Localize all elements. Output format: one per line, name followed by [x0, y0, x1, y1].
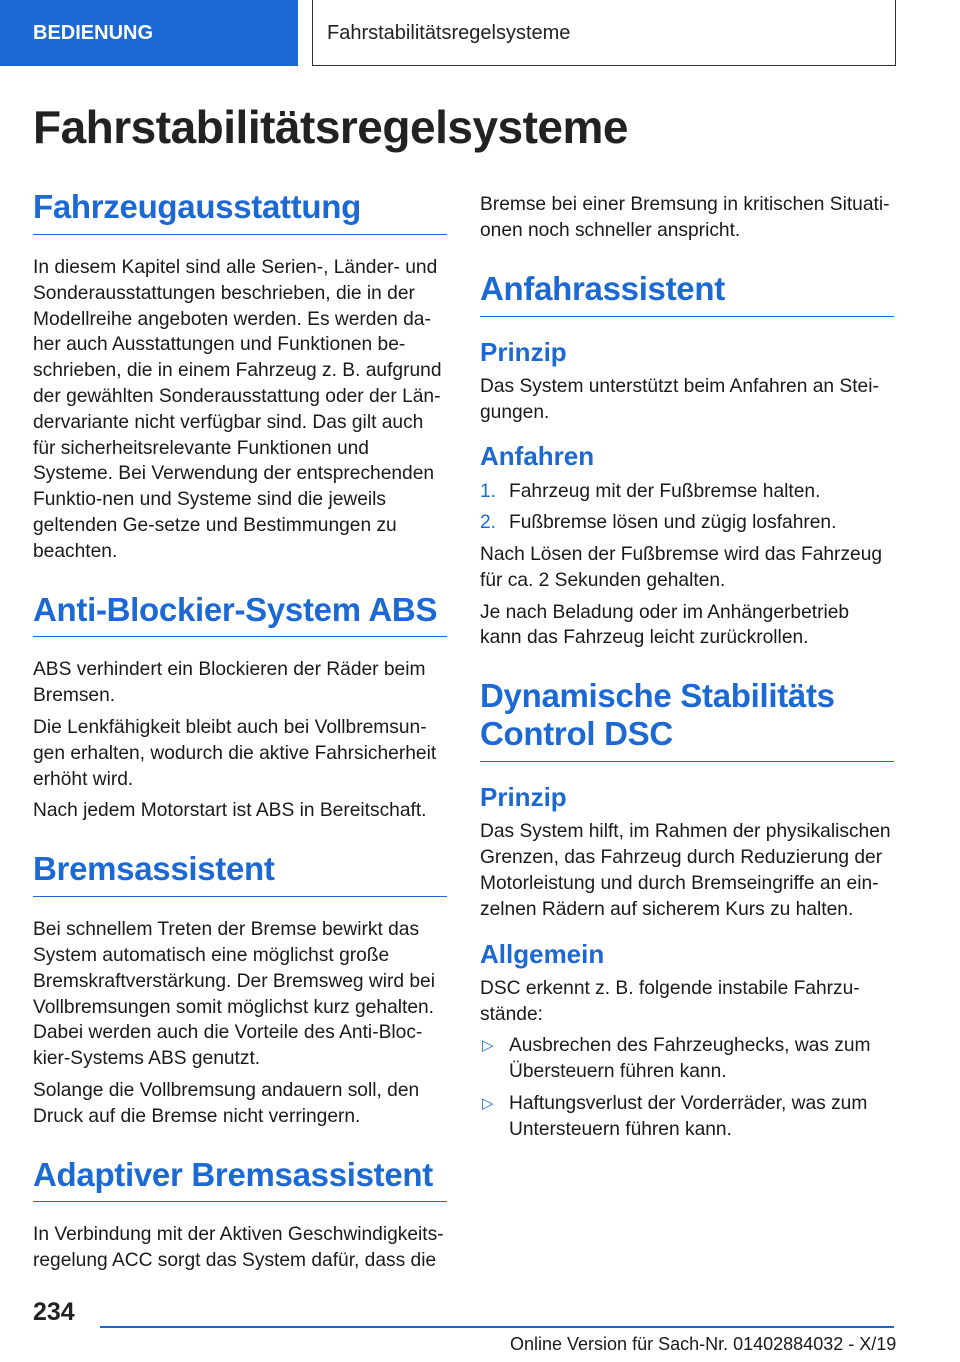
- paragraph: Die Lenkfähigkeit bleibt auch bei Vollbremsun-gen erhalten, wodurch die aktive Fahrsicherheit erhöht wird.: [33, 717, 437, 790]
- page-header: [0, 0, 960, 66]
- footer-divider: [100, 1326, 894, 1328]
- chapter-tab[interactable]: Fahrstabilitätsregelsysteme: [312, 0, 896, 66]
- heading-fahrzeugausstattung: Fahrzeugausstattung: [33, 188, 447, 235]
- triangle-bullet-icon: ▷: [482, 1037, 494, 1055]
- step-text: Fußbremse lösen und zügig losfahren.: [509, 512, 837, 534]
- paragraph: Solange die Vollbremsung andauern soll, den Druck auf die Bremse nicht verringern.: [33, 1079, 420, 1127]
- step-list: [480, 479, 894, 537]
- paragraph: Bei schnellem Treten der Bremse bewirkt das System automatisch eine möglichst große Bremskraftverstärkung. Der Bremsweg wird bei Vollbremsungen somit möglichst kurz gehalten. Dabei werden auch die Vorteile des Anti-Bloc-kier-Systems ABS genutzt.: [33, 919, 435, 1070]
- left-column: [33, 188, 447, 1280]
- step-text: Fahrzeug mit der Fußbremse halten.: [509, 480, 821, 502]
- subheading-allgemein: Allgemein: [480, 938, 605, 969]
- section-tab[interactable]: BEDIENUNG: [0, 0, 298, 66]
- list-item: [480, 1091, 894, 1143]
- heading-adaptiver-bremsassistent: Adaptiver Bremsassistent: [33, 1156, 447, 1203]
- heading-anfahrassistent: Anfahrassistent: [480, 270, 894, 317]
- paragraph: Je nach Beladung oder im Anhängerbetrieb kann das Fahrzeug leicht zurückrollen.: [480, 601, 850, 649]
- subheading-anfahren: Anfahren: [480, 441, 595, 472]
- heading-dsc: Dynamische Stabilitäts Control DSC: [480, 677, 894, 762]
- bullet-text: Ausbrechen des Fahrzeughecks, was zum Übersteuern führen kann.: [509, 1035, 871, 1083]
- list-item: [480, 510, 894, 536]
- paragraph: Bremse bei einer Bremsung in kritischen Situati-onen noch schneller anspricht.: [480, 194, 890, 241]
- triangle-bullet-icon: ▷: [482, 1094, 494, 1112]
- step-number: 2.: [480, 512, 497, 534]
- paragraph: Nach Lösen der Fußbremse wird das Fahrzeug für ca. 2 Sekunden gehalten.: [480, 544, 883, 591]
- paragraph: ABS verhindert ein Blockieren der Räder beim Bremsen.: [33, 659, 426, 707]
- paragraph: DSC erkennt z. B. folgende instabile Fahrzu-stände:: [480, 977, 860, 1025]
- page-title: Fahrstabilitätsregelsysteme: [33, 101, 628, 153]
- paragraph: In Verbindung mit der Aktiven Geschwindigkeits-regelung ACC sorgt das System dafür, dass die: [33, 1224, 444, 1272]
- heading-bremsassistent: Bremsassistent: [33, 850, 447, 897]
- footer-text: Online Version für Sach-Nr. 01402884032 - X/19: [510, 1334, 897, 1354]
- paragraph: Das System hilft, im Rahmen der physikalischen Grenzen, das Fahrzeug durch Reduzierung der Motorleistung und durch Bremseingriffe an ein-zelnen Rädern auf sicherem Kurs zu halten.: [480, 821, 891, 920]
- bullet-list: [480, 1033, 894, 1142]
- subheading-prinzip: Prinzip: [480, 336, 567, 367]
- list-item: [480, 479, 894, 505]
- page-number: 234: [33, 1298, 75, 1326]
- subheading-prinzip: Prinzip: [480, 782, 567, 813]
- list-item: [480, 1033, 894, 1085]
- right-column: [480, 192, 894, 1149]
- bullet-text: Haftungsverlust der Vorderräder, was zum Untersteuern führen kann.: [509, 1092, 868, 1140]
- heading-abs: Anti-Blockier-System ABS: [33, 591, 447, 638]
- paragraph: Das System unterstützt beim Anfahren an Stei-gungen.: [480, 375, 879, 423]
- paragraph: In diesem Kapitel sind alle Serien-, Länder- und Sonderausstattungen beschrieben, die in der Modellreihe angeboten werden. Es werden da-her auch Ausstattungen und Funktionen be-schrieben, die in einem Fahrzeug z. B. aufgrund der gewählten Sonderausstattung oder der Län-dervariante nicht verfügbar sind. Das gilt auch für sicherheitsrelevante Funktionen und Systeme. Bei Verwendung der entsprechenden Funktio-nen und Systeme sind die jeweils geltenden Ge-setze und Bestimmungen zu beachten.: [33, 256, 442, 562]
- step-number: 1.: [480, 480, 497, 502]
- paragraph: Nach jedem Motorstart ist ABS in Bereitschaft.: [33, 800, 427, 822]
